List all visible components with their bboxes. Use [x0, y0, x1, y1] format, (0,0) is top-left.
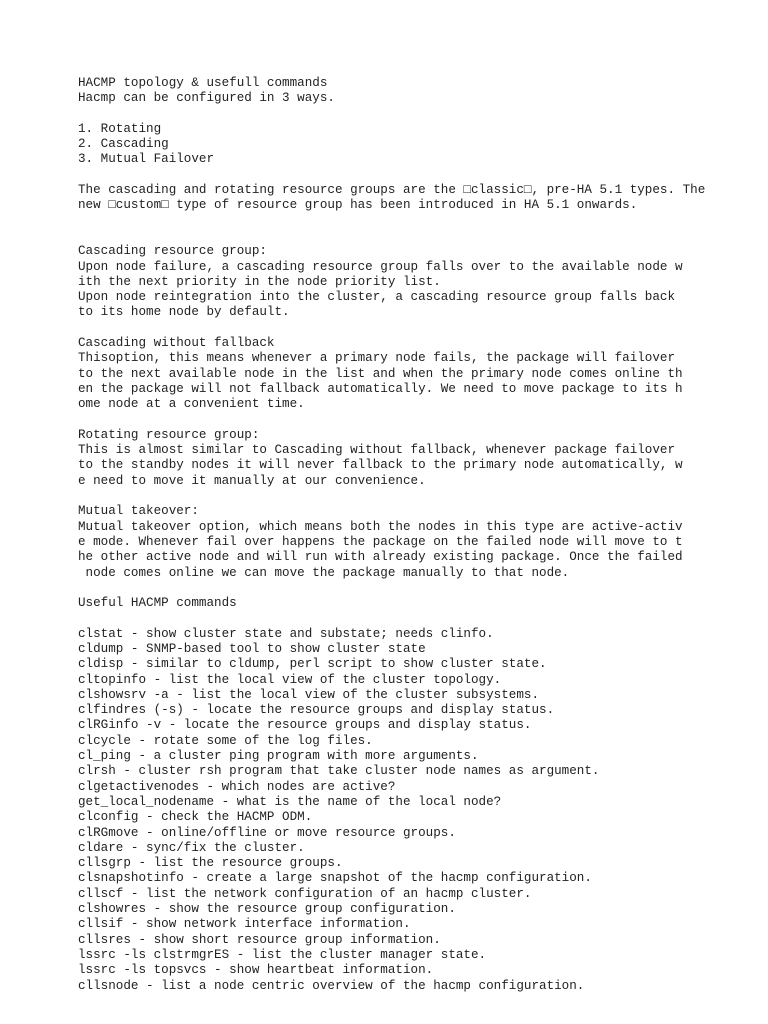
document-line	[78, 581, 738, 596]
document-line: to its home node by default.	[78, 305, 290, 320]
document-line: Cascading resource group:	[78, 244, 267, 259]
document-line	[78, 229, 738, 244]
document-line: node comes online we can move the package manually to that node.	[78, 565, 570, 580]
document-line: clrsh - cluster rsh program that take cluster node names as argument.	[78, 764, 600, 779]
document-line: clshowsrv -a - list the local view of the cluster subsystems.	[78, 687, 540, 702]
document-line: cldump - SNMP-based tool to show cluster state	[78, 641, 426, 656]
document-line: Thisoption, this means whenever a primary node fails, the package will failover	[78, 351, 676, 366]
document-line: clsnapshotinfo - create a large snapshot of the hacmp configuration.	[78, 871, 592, 886]
document-line: clRGmove - online/offline or move resource groups.	[78, 825, 456, 840]
document-line	[78, 107, 738, 122]
document-line: Useful HACMP commands	[78, 596, 237, 611]
document-line	[78, 413, 738, 428]
document-line: cllscf - list the network configuration of an hacmp cluster.	[78, 886, 532, 901]
document-line: cldisp - similar to cldump, perl script to show cluster state.	[78, 657, 547, 672]
document-line: e need to move it manually at our convenience.	[78, 473, 426, 488]
document-line: Upon node reintegration into the cluster, a cascading resource group falls back	[78, 290, 676, 305]
document-line	[78, 489, 738, 504]
document-line: he other active node and will run with already existing package. Once the failed	[78, 550, 683, 565]
document-line	[78, 168, 738, 183]
document-line: The cascading and rotating resource groups are the □classic□, pre-HA 5.1 types. The	[78, 183, 706, 198]
document-line: to the standby nodes it will never fallback to the primary node automatically, w	[78, 458, 683, 473]
document-line: cllsres - show short resource group information.	[78, 932, 441, 947]
document-line: cltopinfo - list the local view of the cluster topology.	[78, 672, 502, 687]
document-line: clRGinfo -v - locate the resource groups and display status.	[78, 718, 532, 733]
document-line: 2. Cascading	[78, 137, 169, 152]
document-line: lssrc -ls topsvcs - show heartbeat information.	[78, 963, 434, 978]
document-line: new □custom□ type of resource group has been introduced in HA 5.1 onwards.	[78, 198, 638, 213]
document-line: Upon node failure, a cascading resource group falls over to the available node w	[78, 259, 683, 274]
document-line: This is almost similar to Cascading without fallback, whenever package failover	[78, 443, 676, 458]
document-line: ome node at a convenient time.	[78, 397, 305, 412]
document-line: en the package will not fallback automatically. We need to move package to its h	[78, 381, 683, 396]
document-line: clfindres (-s) - locate the resource groups and display status.	[78, 703, 555, 718]
document-line: 3. Mutual Failover	[78, 152, 215, 167]
document-line: cl_ping - a cluster ping program with more arguments.	[78, 749, 479, 764]
document-line: Mutual takeover:	[78, 504, 199, 519]
document-line: to the next available node in the list and when the primary node comes online th	[78, 366, 683, 381]
document-line: clcycle - rotate some of the log files.	[78, 733, 373, 748]
document-line: lssrc -ls clstrmgrES - list the cluster manager state.	[78, 947, 487, 962]
document-line: ith the next priority in the node priority list.	[78, 274, 441, 289]
document-line: HACMP topology & usefull commands	[78, 76, 328, 90]
document-line: clconfig - check the HACMP ODM.	[78, 810, 313, 825]
document-line: get_local_nodename - what is the name of the local node?	[78, 794, 502, 809]
document-line: e mode. Whenever fail over happens the package on the failed node will move to t	[78, 534, 683, 549]
document-line: 1. Rotating	[78, 121, 162, 136]
document-line: clstat - show cluster state and substate; needs clinfo.	[78, 626, 494, 641]
document-line	[78, 611, 738, 626]
document-line: clshowres - show the resource group configuration.	[78, 902, 456, 917]
document-line: Cascading without fallback	[78, 336, 275, 351]
document-line	[78, 214, 738, 229]
document-line: cllsif - show network interface information.	[78, 917, 411, 932]
document-line: Rotating resource group:	[78, 427, 260, 442]
document-line: cldare - sync/fix the cluster.	[78, 840, 305, 855]
document-line: cllsnode - list a node centric overview of the hacmp configuration.	[78, 978, 585, 993]
document-line: Hacmp can be configured in 3 ways.	[78, 91, 335, 106]
document-line: Mutual takeover option, which means both the nodes in this type are active-activ	[78, 519, 683, 534]
document-line	[78, 321, 738, 336]
document-line: clgetactivenodes - which nodes are active?	[78, 779, 396, 794]
document-body	[78, 76, 738, 994]
document-line: cllsgrp - list the resource groups.	[78, 856, 343, 871]
